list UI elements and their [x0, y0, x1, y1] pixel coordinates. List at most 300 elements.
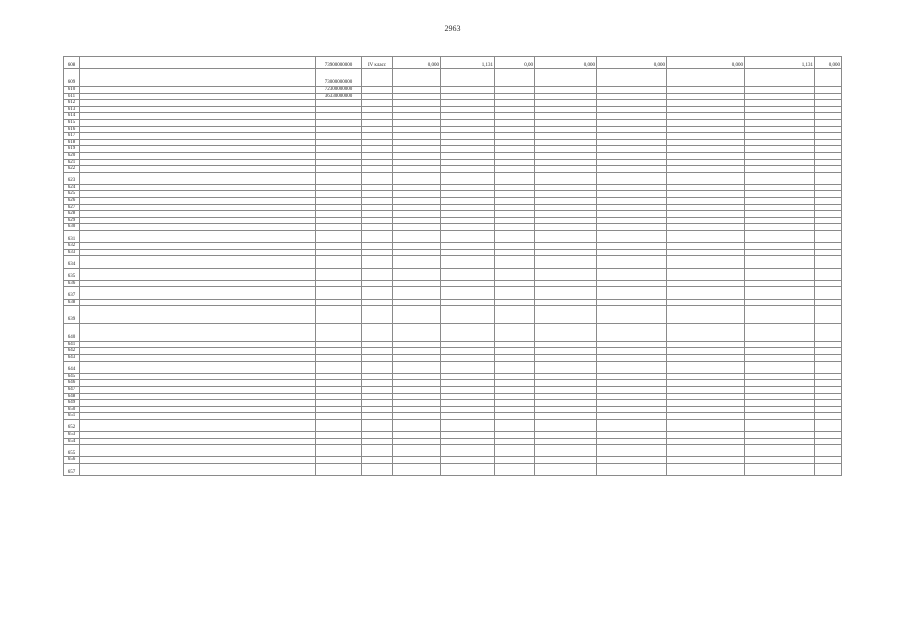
row-number-cell: 642 — [64, 348, 80, 355]
table-row — [64, 93, 842, 100]
value-cell — [441, 348, 495, 355]
value-cell — [667, 86, 745, 93]
hazard-class-cell — [362, 256, 393, 268]
value-cell — [667, 211, 745, 218]
table-row — [64, 373, 842, 380]
value-cell — [597, 113, 667, 120]
value-cell — [495, 146, 535, 153]
waste-name-cell — [80, 299, 316, 306]
value-cell — [815, 166, 842, 173]
value-cell — [745, 166, 815, 173]
waste-code-cell — [316, 268, 362, 280]
value-cell — [393, 224, 441, 231]
hazard-class-cell — [362, 152, 393, 159]
value-cell — [535, 400, 597, 407]
value-cell — [393, 386, 441, 393]
value-cell — [441, 191, 495, 198]
waste-code-cell — [316, 256, 362, 268]
value-cell — [495, 119, 535, 126]
value-cell — [393, 113, 441, 120]
value-cell — [745, 323, 815, 341]
waste-name-cell — [80, 166, 316, 173]
value-cell — [393, 419, 441, 431]
value-cell — [667, 393, 745, 400]
row-number-cell: 647 — [64, 386, 80, 393]
hazard-class-cell — [362, 211, 393, 218]
hazard-class-cell — [362, 86, 393, 93]
waste-name-cell — [80, 217, 316, 224]
hazard-class-cell — [362, 457, 393, 464]
value-cell — [745, 217, 815, 224]
value-cell — [597, 86, 667, 93]
value-cell — [667, 69, 745, 87]
waste-code-cell — [316, 159, 362, 166]
value-cell — [535, 166, 597, 173]
value-cell — [745, 361, 815, 373]
value-cell — [597, 184, 667, 191]
hazard-class-cell — [362, 464, 393, 476]
value-cell — [667, 139, 745, 146]
value-cell — [441, 69, 495, 87]
value-cell — [393, 400, 441, 407]
value-cell — [495, 457, 535, 464]
hazard-class-cell — [362, 400, 393, 407]
waste-name-cell — [80, 393, 316, 400]
value-cell — [667, 243, 745, 250]
waste-name-cell — [80, 413, 316, 420]
waste-name-cell — [80, 306, 316, 324]
value-cell — [815, 191, 842, 198]
waste-code-cell — [316, 204, 362, 211]
waste-table — [63, 56, 842, 476]
value-cell — [667, 432, 745, 439]
table-row — [64, 86, 842, 93]
value-cell — [745, 106, 815, 113]
value-cell — [815, 464, 842, 476]
row-number-cell: 630 — [64, 224, 80, 231]
value-cell — [535, 386, 597, 393]
value-cell — [441, 457, 495, 464]
value-cell — [597, 217, 667, 224]
value-cell — [495, 323, 535, 341]
value-cell — [535, 438, 597, 445]
value-cell — [495, 133, 535, 140]
table-row — [64, 386, 842, 393]
row-number-cell: 613 — [64, 106, 80, 113]
value-cell — [535, 184, 597, 191]
hazard-class-cell — [362, 159, 393, 166]
waste-name-cell — [80, 146, 316, 153]
waste-code-cell — [316, 386, 362, 393]
waste-code-cell — [316, 400, 362, 407]
waste-code-cell — [316, 249, 362, 256]
value-cell — [597, 159, 667, 166]
value-cell — [667, 406, 745, 413]
value-cell — [745, 256, 815, 268]
value-cell — [597, 166, 667, 173]
value-cell — [495, 393, 535, 400]
hazard-class-cell — [362, 93, 393, 100]
hazard-class-cell — [362, 280, 393, 287]
value-cell — [495, 198, 535, 205]
value-cell — [441, 306, 495, 324]
row-number-cell: 648 — [64, 393, 80, 400]
value-cell — [745, 432, 815, 439]
table-row — [64, 354, 842, 361]
row-number-cell: 626 — [64, 198, 80, 205]
value-cell — [597, 243, 667, 250]
hazard-class-cell — [362, 69, 393, 87]
value-cell — [441, 139, 495, 146]
row-number-cell: 627 — [64, 204, 80, 211]
waste-code-cell — [316, 406, 362, 413]
value-cell — [667, 361, 745, 373]
value-cell — [745, 380, 815, 387]
row-number-cell: 641 — [64, 341, 80, 348]
value-cell — [495, 419, 535, 431]
value-cell — [815, 100, 842, 107]
hazard-class-cell — [362, 287, 393, 299]
value-cell: 1,131 — [745, 57, 815, 69]
value-cell — [393, 306, 441, 324]
value-cell — [815, 119, 842, 126]
value-cell — [495, 231, 535, 243]
value-cell — [667, 217, 745, 224]
row-number-cell: 629 — [64, 217, 80, 224]
value-cell — [667, 323, 745, 341]
waste-name-cell — [80, 438, 316, 445]
waste-code-cell — [316, 280, 362, 287]
waste-code-cell — [316, 224, 362, 231]
value-cell — [815, 373, 842, 380]
table-row — [64, 166, 842, 173]
value-cell — [393, 100, 441, 107]
waste-name-cell — [80, 386, 316, 393]
value-cell — [597, 299, 667, 306]
table-row — [64, 133, 842, 140]
value-cell — [393, 406, 441, 413]
value-cell — [535, 93, 597, 100]
value-cell — [441, 184, 495, 191]
value-cell — [745, 211, 815, 218]
waste-name-cell — [80, 139, 316, 146]
hazard-class-cell — [362, 380, 393, 387]
table-row — [64, 280, 842, 287]
value-cell — [441, 413, 495, 420]
value-cell — [745, 457, 815, 464]
waste-name-cell — [80, 464, 316, 476]
value-cell — [495, 400, 535, 407]
value-cell — [815, 323, 842, 341]
value-cell — [815, 406, 842, 413]
value-cell — [815, 299, 842, 306]
value-cell — [597, 69, 667, 87]
value-cell — [815, 380, 842, 387]
value-cell — [495, 166, 535, 173]
value-cell — [745, 146, 815, 153]
waste-name-cell — [80, 93, 316, 100]
value-cell — [393, 373, 441, 380]
table-row — [64, 306, 842, 324]
hazard-class-cell — [362, 119, 393, 126]
table-row — [64, 256, 842, 268]
value-cell — [495, 256, 535, 268]
table-row — [64, 152, 842, 159]
waste-name-cell — [80, 172, 316, 184]
value-cell — [495, 113, 535, 120]
hazard-class-cell — [362, 419, 393, 431]
waste-code-cell: 73000000000 — [316, 69, 362, 87]
row-number-cell: 639 — [64, 306, 80, 324]
value-cell — [393, 198, 441, 205]
table-row — [64, 126, 842, 133]
value-cell — [597, 139, 667, 146]
value-cell — [597, 361, 667, 373]
table-row — [64, 249, 842, 256]
value-cell — [745, 100, 815, 107]
value-cell — [535, 393, 597, 400]
value-cell — [815, 231, 842, 243]
table-row — [64, 57, 842, 69]
value-cell — [393, 393, 441, 400]
value-cell — [667, 299, 745, 306]
row-number-cell: 632 — [64, 243, 80, 250]
waste-name-cell — [80, 133, 316, 140]
value-cell — [495, 93, 535, 100]
hazard-class-cell — [362, 323, 393, 341]
value-cell — [815, 341, 842, 348]
waste-name-cell — [80, 159, 316, 166]
value-cell — [535, 100, 597, 107]
table-row — [64, 198, 842, 205]
value-cell — [815, 249, 842, 256]
value-cell — [597, 268, 667, 280]
row-number-cell: 644 — [64, 361, 80, 373]
waste-code-cell — [316, 341, 362, 348]
waste-code-cell — [316, 419, 362, 431]
table-row — [64, 361, 842, 373]
value-cell — [441, 172, 495, 184]
value-cell — [597, 386, 667, 393]
row-number-cell: 612 — [64, 100, 80, 107]
value-cell — [495, 386, 535, 393]
value-cell — [815, 126, 842, 133]
value-cell — [535, 198, 597, 205]
value-cell — [495, 306, 535, 324]
value-cell — [441, 133, 495, 140]
value-cell — [441, 361, 495, 373]
table-row — [64, 419, 842, 431]
table-row — [64, 243, 842, 250]
waste-name-cell — [80, 231, 316, 243]
row-number-cell: 652 — [64, 419, 80, 431]
table-row — [64, 464, 842, 476]
value-cell — [815, 393, 842, 400]
row-number-cell: 636 — [64, 280, 80, 287]
hazard-class-cell — [362, 432, 393, 439]
table-row — [64, 432, 842, 439]
value-cell — [535, 172, 597, 184]
value-cell — [597, 198, 667, 205]
hazard-class-cell — [362, 393, 393, 400]
value-cell — [393, 432, 441, 439]
value-cell — [393, 299, 441, 306]
value-cell — [393, 445, 441, 457]
value-cell — [815, 445, 842, 457]
value-cell — [441, 373, 495, 380]
value-cell — [535, 217, 597, 224]
waste-name-cell — [80, 419, 316, 431]
value-cell — [441, 445, 495, 457]
value-cell — [815, 268, 842, 280]
value-cell — [535, 406, 597, 413]
value-cell — [597, 256, 667, 268]
value-cell — [441, 217, 495, 224]
value-cell — [815, 438, 842, 445]
value-cell — [745, 231, 815, 243]
value-cell — [815, 106, 842, 113]
value-cell — [745, 287, 815, 299]
value-cell — [667, 119, 745, 126]
value-cell — [667, 457, 745, 464]
value-cell — [745, 126, 815, 133]
value-cell — [815, 184, 842, 191]
waste-name-cell — [80, 256, 316, 268]
value-cell — [535, 268, 597, 280]
value-cell — [393, 211, 441, 218]
table-row — [64, 184, 842, 191]
value-cell — [745, 119, 815, 126]
value-cell — [745, 249, 815, 256]
waste-name-cell — [80, 119, 316, 126]
value-cell — [495, 413, 535, 420]
value-cell — [495, 106, 535, 113]
waste-code-cell: 73900000000 — [316, 57, 362, 69]
value-cell — [535, 249, 597, 256]
value-cell — [393, 361, 441, 373]
hazard-class-cell — [362, 243, 393, 250]
hazard-class-cell — [362, 106, 393, 113]
value-cell — [815, 204, 842, 211]
value-cell — [495, 341, 535, 348]
waste-name-cell — [80, 280, 316, 287]
row-number-cell: 609 — [64, 69, 80, 87]
waste-code-cell — [316, 413, 362, 420]
value-cell — [597, 348, 667, 355]
hazard-class-cell — [362, 438, 393, 445]
value-cell — [393, 146, 441, 153]
value-cell — [667, 152, 745, 159]
value-cell — [441, 211, 495, 218]
value-cell — [667, 413, 745, 420]
value-cell — [495, 380, 535, 387]
value-cell — [495, 69, 535, 87]
waste-code-cell — [316, 306, 362, 324]
value-cell — [745, 386, 815, 393]
value-cell — [597, 323, 667, 341]
value-cell — [597, 119, 667, 126]
value-cell — [441, 86, 495, 93]
value-cell — [535, 126, 597, 133]
table-row — [64, 406, 842, 413]
value-cell — [815, 133, 842, 140]
row-number-cell: 654 — [64, 438, 80, 445]
value-cell — [535, 119, 597, 126]
value-cell — [597, 191, 667, 198]
value-cell — [597, 438, 667, 445]
value-cell — [597, 126, 667, 133]
value-cell — [393, 119, 441, 126]
value-cell — [495, 86, 535, 93]
value-cell — [535, 457, 597, 464]
value-cell — [393, 438, 441, 445]
value-cell — [393, 457, 441, 464]
value-cell — [441, 323, 495, 341]
value-cell — [745, 354, 815, 361]
row-number-cell: 621 — [64, 159, 80, 166]
value-cell — [667, 386, 745, 393]
value-cell — [495, 299, 535, 306]
value-cell — [667, 354, 745, 361]
value-cell — [393, 69, 441, 87]
value-cell — [535, 146, 597, 153]
value-cell — [441, 204, 495, 211]
value-cell — [441, 224, 495, 231]
row-number-cell: 643 — [64, 354, 80, 361]
value-cell — [495, 159, 535, 166]
value-cell — [495, 354, 535, 361]
value-cell — [745, 438, 815, 445]
row-number-cell: 638 — [64, 299, 80, 306]
value-cell — [535, 106, 597, 113]
value-cell — [745, 348, 815, 355]
value-cell — [535, 287, 597, 299]
hazard-class-cell — [362, 231, 393, 243]
value-cell: 0,000 — [815, 57, 842, 69]
value-cell — [815, 146, 842, 153]
value-cell — [667, 438, 745, 445]
value-cell — [495, 204, 535, 211]
value-cell — [667, 166, 745, 173]
value-cell — [815, 217, 842, 224]
hazard-class-cell — [362, 406, 393, 413]
waste-code-cell — [316, 172, 362, 184]
table-row — [64, 268, 842, 280]
table-row — [64, 106, 842, 113]
value-cell — [393, 231, 441, 243]
row-number-cell: 623 — [64, 172, 80, 184]
value-cell — [667, 191, 745, 198]
waste-name-cell — [80, 373, 316, 380]
table-row — [64, 119, 842, 126]
value-cell — [495, 172, 535, 184]
waste-name-cell — [80, 268, 316, 280]
value-cell — [393, 204, 441, 211]
value-cell — [667, 113, 745, 120]
table-row — [64, 400, 842, 407]
value-cell — [815, 172, 842, 184]
waste-code-cell — [316, 211, 362, 218]
value-cell — [535, 224, 597, 231]
waste-name-cell — [80, 191, 316, 198]
value-cell — [667, 400, 745, 407]
value-cell — [393, 126, 441, 133]
value-cell — [667, 373, 745, 380]
value-cell — [495, 438, 535, 445]
waste-code-cell — [316, 287, 362, 299]
value-cell — [535, 133, 597, 140]
value-cell — [441, 432, 495, 439]
